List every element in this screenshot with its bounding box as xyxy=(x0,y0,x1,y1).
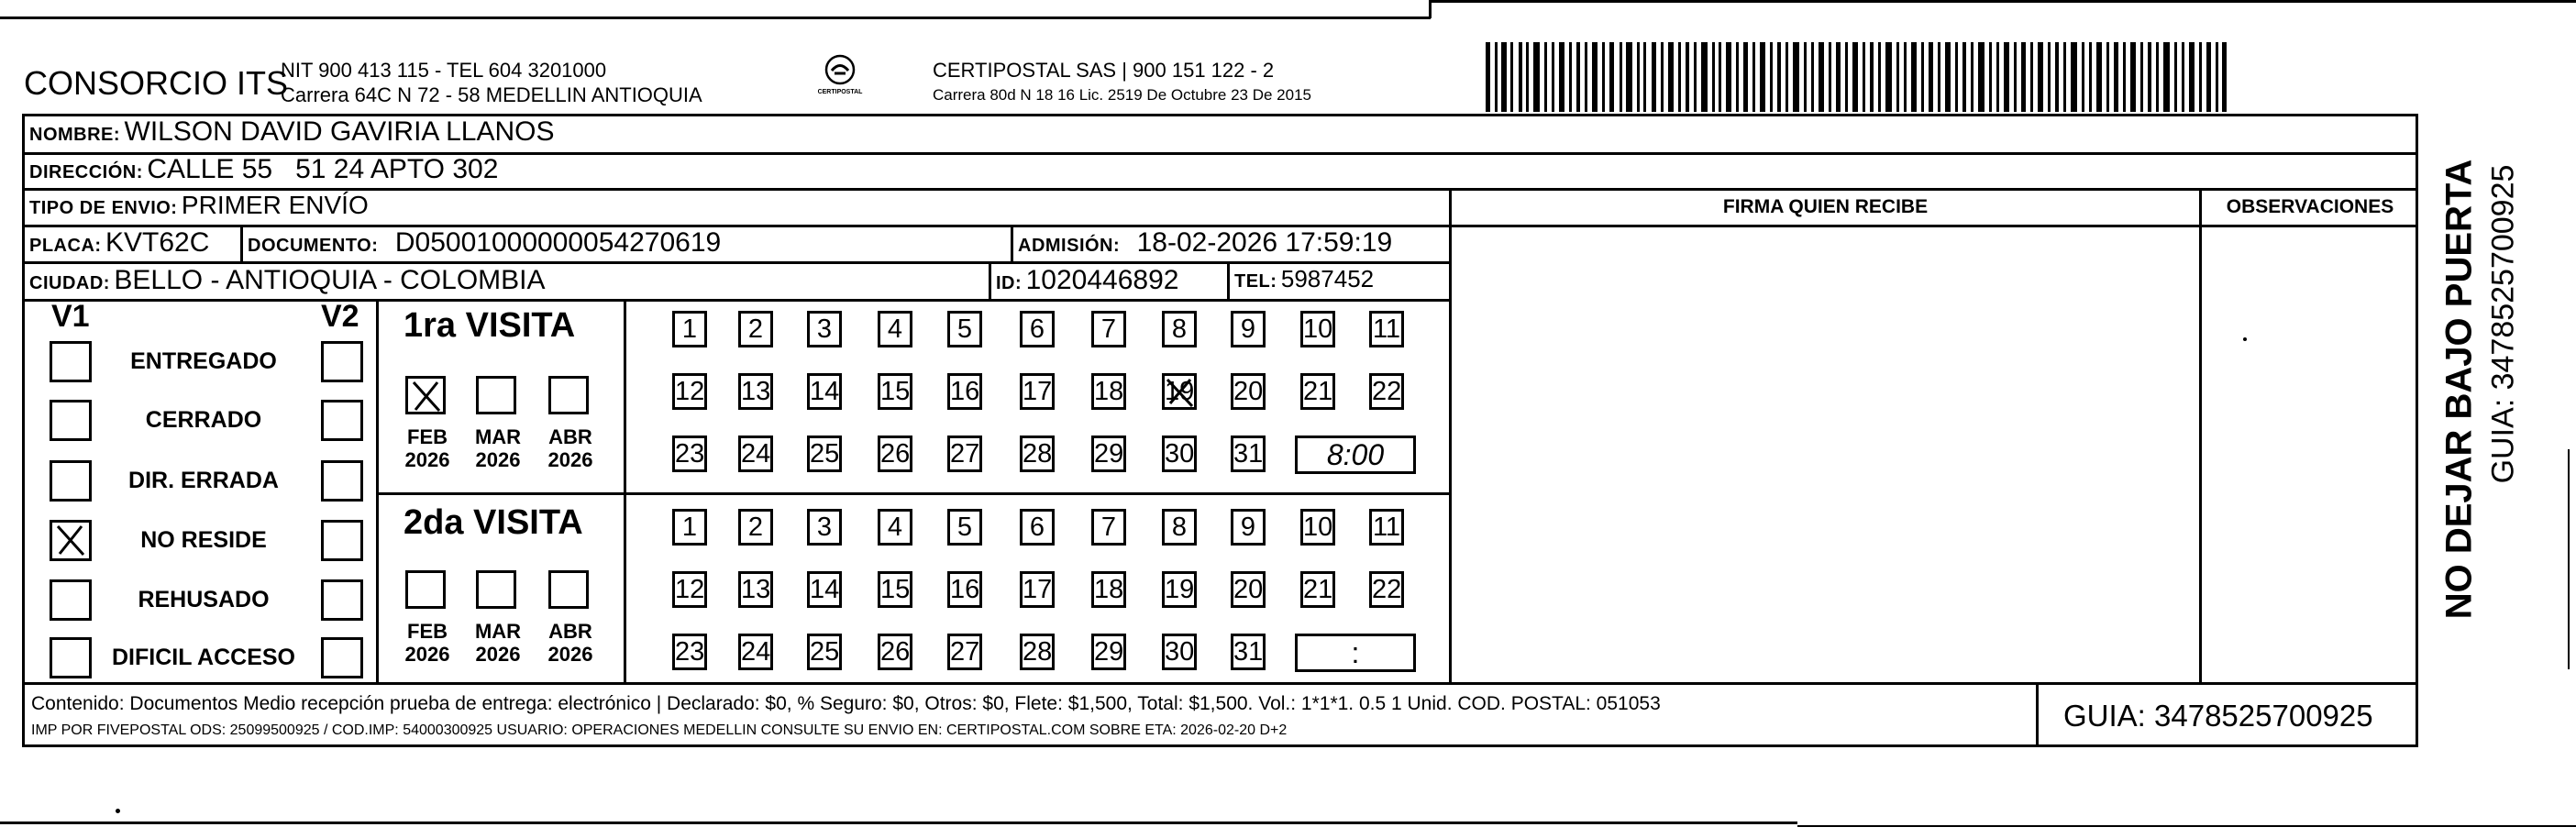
day-box[interactable]: 19 xyxy=(1162,571,1197,608)
name-label: NOMBRE: xyxy=(29,125,121,145)
certipostal-logo-icon xyxy=(820,53,860,86)
rule xyxy=(376,492,1451,495)
address-row xyxy=(29,154,498,185)
day-box[interactable]: 31 xyxy=(1231,634,1266,670)
rule xyxy=(22,188,2418,191)
send-type-row xyxy=(29,191,369,220)
day-box[interactable]: 2 xyxy=(738,311,773,347)
day-box[interactable]: 18 xyxy=(1091,571,1126,608)
admission-label: ADMISIÓN: xyxy=(1018,236,1121,256)
status-label: DIR. ERRADA xyxy=(128,468,279,493)
day-box[interactable]: 19 xyxy=(1162,373,1197,410)
day-box[interactable]: 6 xyxy=(1020,509,1055,546)
day-box[interactable]: 30 xyxy=(1162,634,1197,670)
plate-label: PLACA: xyxy=(29,236,102,256)
month-checkbox[interactable] xyxy=(548,570,589,609)
day-box[interactable]: 15 xyxy=(878,571,912,608)
day-box[interactable]: 29 xyxy=(1091,634,1126,670)
second-visit-title: 2da VISITA xyxy=(404,503,583,542)
month-label xyxy=(472,620,524,666)
admission: 18-02-2026 17:59:19 xyxy=(1136,227,1393,258)
status-label: DIFICIL ACCESO xyxy=(111,645,295,670)
day-box[interactable]: 29 xyxy=(1091,436,1126,472)
day-box[interactable]: 13 xyxy=(738,373,773,410)
day-box[interactable]: 7 xyxy=(1091,311,1126,347)
rule xyxy=(376,299,379,684)
day-box[interactable]: 28 xyxy=(1020,634,1055,670)
day-box[interactable]: 7 xyxy=(1091,509,1126,546)
rule xyxy=(22,299,1451,302)
top-border-line xyxy=(0,17,1431,19)
top-border-line-right xyxy=(1431,0,2576,3)
day-box[interactable]: 9 xyxy=(1231,509,1266,546)
status-v1-checkbox[interactable] xyxy=(50,341,92,382)
company-address: Carrera 64C N 72 - 58 MEDELLIN ANTIOQUIA xyxy=(281,83,702,106)
day-box[interactable]: 26 xyxy=(878,436,912,472)
month-label xyxy=(545,425,596,471)
month-name: ABR xyxy=(548,620,592,643)
document-cell xyxy=(248,227,721,259)
status-v2-checkbox[interactable] xyxy=(321,520,363,561)
status-v2-checkbox[interactable] xyxy=(321,460,363,502)
day-box[interactable]: 11 xyxy=(1369,509,1404,546)
city-label: CIUDAD: xyxy=(29,273,110,293)
day-box[interactable]: 22 xyxy=(1369,373,1404,410)
day-box[interactable]: 16 xyxy=(947,373,982,410)
tel-cell xyxy=(1234,265,1374,293)
month-label xyxy=(472,425,524,471)
month-checkbox[interactable] xyxy=(476,570,516,609)
plate-cell xyxy=(29,227,209,259)
day-box[interactable]: 1 xyxy=(672,311,707,347)
month-checkbox[interactable] xyxy=(476,376,516,414)
day-box[interactable]: 10 xyxy=(1300,311,1335,347)
month-name: MAR xyxy=(474,620,522,643)
day-box[interactable]: 27 xyxy=(947,436,982,472)
month-year: 2026 xyxy=(404,448,450,471)
day-box[interactable]: 11 xyxy=(1369,311,1404,347)
day-box[interactable]: 12 xyxy=(672,571,707,608)
id-number: 1020446892 xyxy=(1025,265,1179,295)
signature-header: FIRMA QUIEN RECIBE xyxy=(1722,196,1929,217)
day-box[interactable]: 20 xyxy=(1231,571,1266,608)
month-year: 2026 xyxy=(547,448,593,471)
id-label: ID: xyxy=(996,273,1023,293)
status-v2-checkbox[interactable] xyxy=(321,637,363,678)
day-box[interactable]: 8 xyxy=(1162,311,1197,347)
day-box[interactable]: 21 xyxy=(1300,373,1335,410)
status-v2-checkbox[interactable] xyxy=(321,579,363,621)
day-box[interactable]: 8 xyxy=(1162,509,1197,546)
status-v1-checkbox[interactable] xyxy=(50,460,92,502)
send-type: PRIMER ENVÍO xyxy=(181,191,369,219)
city: BELLO - ANTIOQUIA - COLOMBIA xyxy=(114,265,546,295)
month-label xyxy=(545,620,596,666)
rule xyxy=(22,261,1451,264)
month-name: MAR xyxy=(474,425,522,448)
plate: KVT62C xyxy=(105,227,210,258)
observations-header: OBSERVACIONES xyxy=(2226,196,2394,217)
month-name: ABR xyxy=(548,425,592,448)
status-v1-checkbox[interactable] xyxy=(50,637,92,678)
v1-header: V1 xyxy=(51,299,90,334)
address-label: DIRECCIÓN: xyxy=(29,162,143,182)
day-check-mark xyxy=(1165,376,1196,416)
time-box[interactable]: : xyxy=(1295,634,1416,672)
day-box[interactable]: 24 xyxy=(738,436,773,472)
rule xyxy=(624,299,626,684)
send-type-label: TIPO DE ENVIO: xyxy=(29,198,178,218)
day-box[interactable]: 28 xyxy=(1020,436,1055,472)
day-box[interactable]: 6 xyxy=(1020,311,1055,347)
status-v2-checkbox[interactable] xyxy=(321,400,363,441)
status-label: ENTREGADO xyxy=(130,348,277,374)
side-guia-wrap xyxy=(2476,114,2531,664)
status-label: NO RESIDE xyxy=(140,527,267,553)
month-year: 2026 xyxy=(475,643,521,666)
day-box[interactable]: 2 xyxy=(738,509,773,546)
day-box[interactable]: 4 xyxy=(878,311,912,347)
rule xyxy=(1449,188,1452,684)
document: D05001000000054270619 xyxy=(394,227,722,258)
contents-line: Contenido: Documentos Medio recepción prueba de entrega: electrónico | Declarado: $0, % Seguro: $0, Otros: $0, Flete: $1,500, Total: $1,500. Vol.: 1*1*1. 0.5 1 Unid. COD. POSTAL: 051053 xyxy=(31,693,1661,714)
status-v1-checkbox[interactable] xyxy=(50,579,92,621)
month-label xyxy=(402,620,453,666)
day-box[interactable]: 3 xyxy=(807,509,842,546)
day-box[interactable]: 23 xyxy=(672,634,707,670)
day-box[interactable]: 25 xyxy=(807,436,842,472)
bottom-border-line xyxy=(0,821,1797,824)
rule xyxy=(1011,225,1013,263)
admission-cell xyxy=(1018,227,1392,259)
recipient-address: CALLE 55 51 24 APTO 302 xyxy=(147,154,499,184)
rule xyxy=(22,682,2418,685)
day-box[interactable]: 27 xyxy=(947,634,982,670)
day-box[interactable]: 10 xyxy=(1300,509,1335,546)
day-box[interactable]: 26 xyxy=(878,634,912,670)
month-checkbox[interactable] xyxy=(548,376,589,414)
side-notice: NO DEJAR BAJO PUERTA xyxy=(2438,159,2480,620)
day-box[interactable]: 23 xyxy=(672,436,707,472)
day-box[interactable]: 20 xyxy=(1231,373,1266,410)
document-label: DOCUMENTO: xyxy=(248,236,379,256)
day-box[interactable]: 12 xyxy=(672,373,707,410)
first-visit-title: 1ra VISITA xyxy=(404,306,576,345)
day-box[interactable]: 17 xyxy=(1020,373,1055,410)
status-v2-checkbox[interactable] xyxy=(321,341,363,382)
month-name: FEB xyxy=(407,425,448,448)
top-border-step xyxy=(1429,0,1432,18)
status-v1-checkbox[interactable] xyxy=(50,400,92,441)
tel: 5987452 xyxy=(1280,265,1375,292)
scan-speck xyxy=(116,809,120,813)
day-box[interactable]: 5 xyxy=(947,311,982,347)
day-box[interactable]: 15 xyxy=(878,373,912,410)
status-v1-checkbox[interactable] xyxy=(50,520,92,561)
day-box[interactable]: 17 xyxy=(1020,571,1055,608)
rule xyxy=(240,225,243,263)
month-year: 2026 xyxy=(547,643,593,666)
time-box[interactable]: 8:00 xyxy=(1295,436,1416,474)
v2-header: V2 xyxy=(321,299,359,334)
side-guia: GUIA: 3478525700925 xyxy=(2485,164,2521,484)
scan-speck xyxy=(2243,337,2247,341)
day-box[interactable]: 13 xyxy=(738,571,773,608)
rule xyxy=(989,261,991,301)
day-box[interactable]: 5 xyxy=(947,509,982,546)
footer-guia: GUIA: 3478525700925 xyxy=(2063,699,2373,733)
month-year: 2026 xyxy=(404,643,450,666)
month-label xyxy=(402,425,453,471)
status-label: CERRADO xyxy=(145,407,262,433)
scan-edge-line xyxy=(2568,449,2570,669)
id-cell xyxy=(996,265,1178,296)
day-box[interactable]: 30 xyxy=(1162,436,1197,472)
certipostal-info: CERTIPOSTAL SAS | 900 151 122 - 2 xyxy=(933,59,1275,82)
imp-line: IMP POR FIVEPOSTAL ODS: 25099500925 / COD.IMP: 54000300925 USUARIO: OPERACIONES MEDELLIN CONSULTE SU ENVIO EN: CERTIPOSTAL.COM SOBRE ETA: 2026-02-20 D+2 xyxy=(31,722,1288,738)
rule xyxy=(2036,682,2039,747)
rule xyxy=(2199,188,2202,684)
day-box[interactable]: 22 xyxy=(1369,571,1404,608)
month-name: FEB xyxy=(407,620,448,643)
name-row xyxy=(29,116,555,148)
barcode xyxy=(1486,42,2227,112)
day-box[interactable]: 4 xyxy=(878,509,912,546)
day-box[interactable]: 21 xyxy=(1300,571,1335,608)
company-nit: NIT 900 413 115 - TEL 604 3201000 xyxy=(281,59,607,82)
certipostal-logo xyxy=(816,53,864,95)
day-box[interactable]: 18 xyxy=(1091,373,1126,410)
month-checkbox[interactable] xyxy=(405,570,446,609)
recipient-name: WILSON DAVID GAVIRIA LLANOS xyxy=(124,116,555,147)
day-box[interactable]: 9 xyxy=(1231,311,1266,347)
day-box[interactable]: 3 xyxy=(807,311,842,347)
day-box[interactable]: 14 xyxy=(807,571,842,608)
day-box[interactable]: 25 xyxy=(807,634,842,670)
day-box[interactable]: 16 xyxy=(947,571,982,608)
company-name: CONSORCIO ITS xyxy=(24,64,289,102)
logo-caption: CERTIPOSTAL xyxy=(817,89,863,95)
day-box[interactable]: 1 xyxy=(672,509,707,546)
bottom-border-line-right xyxy=(1797,825,2576,827)
day-box[interactable]: 14 xyxy=(807,373,842,410)
month-year: 2026 xyxy=(475,448,521,471)
status-label: REHUSADO xyxy=(138,587,270,612)
certipostal-address: Carrera 80d N 18 16 Lic. 2519 De Octubre 23 De 2015 xyxy=(933,86,1311,104)
month-checkbox[interactable] xyxy=(405,376,446,414)
day-box[interactable]: 31 xyxy=(1231,436,1266,472)
city-cell xyxy=(29,265,546,296)
tel-label: TEL: xyxy=(1234,271,1277,292)
day-box[interactable]: 24 xyxy=(738,634,773,670)
rule xyxy=(1227,261,1230,301)
